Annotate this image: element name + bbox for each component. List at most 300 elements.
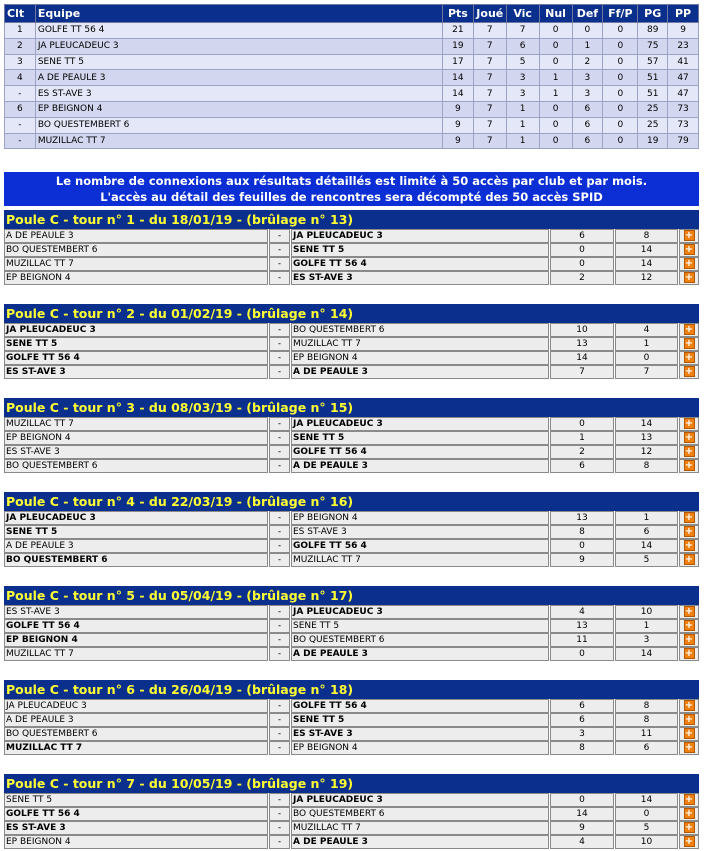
stat-cell: 6 (572, 133, 603, 149)
home-team: MUZILLAC TT 7 (4, 257, 268, 271)
home-score: 6 (550, 229, 614, 243)
away-score: 3 (615, 633, 678, 647)
away-score: 14 (615, 793, 678, 807)
plus-icon[interactable]: + (684, 742, 694, 754)
home-score: 8 (550, 741, 614, 755)
home-team: GOLFE TT 56 4 (4, 807, 268, 821)
match-detail-cell (679, 713, 699, 727)
poule-round-title: Poule C - tour n° 6 - du 26/04/19 - (brûlage n° 18) (4, 680, 699, 699)
away-score: 1 (615, 337, 678, 351)
stat-cell: 0 (603, 86, 638, 102)
plus-icon[interactable]: + (684, 244, 694, 256)
home-team: ES ST-AVE 3 (4, 821, 268, 835)
stat-cell: - (5, 117, 36, 133)
match-row (4, 511, 699, 525)
away-team: GOLFE TT 56 4 (291, 445, 549, 459)
home-team: ES ST-AVE 3 (4, 445, 268, 459)
home-score: 9 (550, 821, 614, 835)
match-detail-cell (679, 417, 699, 431)
match-row (4, 605, 699, 619)
match-detail-cell (679, 351, 699, 365)
away-team: A DE PEAULE 3 (291, 365, 549, 379)
away-team: GOLFE TT 56 4 (291, 699, 549, 713)
standings-row (5, 86, 699, 102)
home-team: JA PLEUCADEUC 3 (4, 699, 268, 713)
home-score: 0 (550, 417, 614, 431)
away-score: 4 (615, 323, 678, 337)
match-detail-cell (679, 741, 699, 755)
versus-separator: - (269, 459, 290, 473)
home-team: SENE TT 5 (4, 337, 268, 351)
match-detail-cell (679, 365, 699, 379)
home-team: EP BEIGNON 4 (4, 835, 268, 849)
stat-cell: 3 (506, 86, 539, 102)
away-team: GOLFE TT 56 4 (291, 539, 549, 553)
stat-cell: 21 (442, 23, 473, 39)
plus-icon[interactable]: + (684, 540, 694, 552)
away-score: 14 (615, 647, 678, 661)
col-header: Pts (442, 5, 473, 23)
match-row (4, 793, 699, 807)
home-score: 9 (550, 553, 614, 567)
team-name-cell: EP BEIGNON 4 (35, 101, 442, 117)
poule-round-title: Poule C - tour n° 4 - du 22/03/19 - (brûlage n° 16) (4, 492, 699, 511)
home-team: BO QUESTEMBERT 6 (4, 727, 268, 741)
match-detail-cell (679, 699, 699, 713)
home-score: 13 (550, 619, 614, 633)
away-team: GOLFE TT 56 4 (291, 257, 549, 271)
stat-cell: 6 (572, 101, 603, 117)
stat-cell: 0 (572, 23, 603, 39)
match-row (4, 337, 699, 351)
away-team: JA PLEUCADEUC 3 (291, 417, 549, 431)
stat-cell: 17 (442, 54, 473, 70)
away-team: JA PLEUCADEUC 3 (291, 793, 549, 807)
poule-round-title: Poule C - tour n° 1 - du 18/01/19 - (brûlage n° 13) (4, 210, 699, 229)
stat-cell: 1 (506, 101, 539, 117)
stat-cell: 23 (668, 38, 699, 54)
home-score: 1 (550, 431, 614, 445)
home-team: BO QUESTEMBERT 6 (4, 243, 268, 257)
stat-cell: 0 (539, 117, 572, 133)
versus-separator: - (269, 323, 290, 337)
home-team: MUZILLAC TT 7 (4, 647, 268, 661)
plus-icon[interactable]: + (684, 648, 694, 660)
match-row (4, 539, 699, 553)
match-row (4, 257, 699, 271)
stat-cell: 3 (572, 86, 603, 102)
match-row (4, 727, 699, 741)
match-detail-cell (679, 553, 699, 567)
away-team: BO QUESTEMBERT 6 (291, 807, 549, 821)
away-team: EP BEIGNON 4 (291, 511, 549, 525)
stat-cell: 0 (603, 38, 638, 54)
plus-icon[interactable]: + (684, 794, 694, 806)
away-team: SENE TT 5 (291, 713, 549, 727)
col-header: Ff/P (603, 5, 638, 23)
poule-round-title: Poule C - tour n° 7 - du 10/05/19 - (brûlage n° 19) (4, 774, 699, 793)
stat-cell: 7 (473, 38, 506, 54)
versus-separator: - (269, 633, 290, 647)
match-detail-cell (679, 539, 699, 553)
away-team: ES ST-AVE 3 (291, 727, 549, 741)
match-row (4, 647, 699, 661)
plus-icon[interactable]: + (684, 808, 694, 820)
versus-separator: - (269, 257, 290, 271)
home-team: ES ST-AVE 3 (4, 605, 268, 619)
home-score: 2 (550, 445, 614, 459)
home-score: 6 (550, 459, 614, 473)
home-team: SENE TT 5 (4, 525, 268, 539)
home-team: A DE PEAULE 3 (4, 539, 268, 553)
match-detail-cell (679, 633, 699, 647)
plus-icon[interactable]: + (684, 366, 694, 378)
stat-cell: 25 (638, 117, 668, 133)
versus-separator: - (269, 793, 290, 807)
match-detail-cell (679, 337, 699, 351)
match-row (4, 365, 699, 379)
stat-cell: 0 (539, 38, 572, 54)
poule-round-1 (4, 210, 699, 285)
stat-cell: 0 (539, 54, 572, 70)
stat-cell: 57 (638, 54, 668, 70)
away-score: 5 (615, 553, 678, 567)
stat-cell: 2 (572, 54, 603, 70)
match-detail-cell (679, 243, 699, 257)
home-score: 0 (550, 243, 614, 257)
match-row (4, 459, 699, 473)
home-score: 3 (550, 727, 614, 741)
away-score: 14 (615, 243, 678, 257)
plus-icon[interactable]: + (684, 554, 694, 566)
standings-row (5, 117, 699, 133)
versus-separator: - (269, 271, 290, 285)
stat-cell: 6 (506, 38, 539, 54)
away-score: 0 (615, 807, 678, 821)
match-detail-cell (679, 431, 699, 445)
stat-cell: 9 (442, 101, 473, 117)
match-detail-cell (679, 445, 699, 459)
stat-cell: 6 (572, 117, 603, 133)
home-score: 2 (550, 271, 614, 285)
stat-cell: 1 (572, 38, 603, 54)
stat-cell: - (5, 86, 36, 102)
versus-separator: - (269, 699, 290, 713)
stat-cell: 7 (473, 86, 506, 102)
away-score: 12 (615, 271, 678, 285)
col-header: Nul (539, 5, 572, 23)
home-score: 13 (550, 511, 614, 525)
match-detail-cell (679, 459, 699, 473)
match-row (4, 243, 699, 257)
stat-cell: 0 (603, 70, 638, 86)
away-team: SENE TT 5 (291, 619, 549, 633)
poule-round-2 (4, 304, 699, 379)
away-score: 8 (615, 459, 678, 473)
stat-cell: 0 (603, 133, 638, 149)
stat-cell: 79 (668, 133, 699, 149)
away-score: 6 (615, 741, 678, 755)
plus-icon[interactable]: + (684, 634, 694, 646)
match-row (4, 271, 699, 285)
away-team: BO QUESTEMBERT 6 (291, 323, 549, 337)
poule-round-4 (4, 492, 699, 567)
stat-cell: 0 (539, 23, 572, 39)
plus-icon[interactable]: + (684, 836, 694, 848)
home-score: 6 (550, 713, 614, 727)
away-team: A DE PEAULE 3 (291, 835, 549, 849)
match-detail-cell (679, 647, 699, 661)
plus-icon[interactable]: + (684, 620, 694, 632)
stat-cell: 1 (539, 70, 572, 86)
poule-round-5 (4, 586, 699, 661)
match-detail-cell (679, 511, 699, 525)
stat-cell: 4 (5, 70, 36, 86)
poule-round-title: Poule C - tour n° 5 - du 05/04/19 - (brûlage n° 17) (4, 586, 699, 605)
home-team: GOLFE TT 56 4 (4, 351, 268, 365)
team-name-cell: SENE TT 5 (35, 54, 442, 70)
stat-cell: 9 (668, 23, 699, 39)
stat-cell: 7 (473, 70, 506, 86)
away-score: 8 (615, 713, 678, 727)
stat-cell: 2 (5, 38, 36, 54)
stat-cell: 7 (506, 23, 539, 39)
away-score: 7 (615, 365, 678, 379)
stat-cell: 0 (539, 133, 572, 149)
plus-icon[interactable]: + (684, 432, 694, 444)
stat-cell: 14 (442, 70, 473, 86)
plus-icon[interactable]: + (684, 324, 694, 336)
away-team: JA PLEUCADEUC 3 (291, 605, 549, 619)
home-team: A DE PEAULE 3 (4, 229, 268, 243)
match-row (4, 835, 699, 849)
away-score: 14 (615, 417, 678, 431)
team-name-cell: GOLFE TT 56 4 (35, 23, 442, 39)
home-team: EP BEIGNON 4 (4, 271, 268, 285)
stat-cell: 9 (442, 117, 473, 133)
home-score: 4 (550, 605, 614, 619)
match-row (4, 713, 699, 727)
home-team: EP BEIGNON 4 (4, 633, 268, 647)
away-team: MUZILLAC TT 7 (291, 821, 549, 835)
col-header: Joué (473, 5, 506, 23)
versus-separator: - (269, 553, 290, 567)
match-detail-cell (679, 257, 699, 271)
match-detail-cell (679, 271, 699, 285)
home-team: ES ST-AVE 3 (4, 365, 268, 379)
away-team: SENE TT 5 (291, 243, 549, 257)
plus-icon[interactable]: + (684, 258, 694, 270)
plus-icon[interactable]: + (684, 700, 694, 712)
match-detail-cell (679, 619, 699, 633)
match-row (4, 351, 699, 365)
standings-header-row (5, 5, 699, 23)
stat-cell: 5 (506, 54, 539, 70)
plus-icon[interactable]: + (684, 512, 694, 524)
poule-round-title: Poule C - tour n° 3 - du 08/03/19 - (brûlage n° 15) (4, 398, 699, 417)
versus-separator: - (269, 605, 290, 619)
standings-row (5, 133, 699, 149)
versus-separator: - (269, 445, 290, 459)
stat-cell: 41 (668, 54, 699, 70)
stat-cell: 7 (473, 117, 506, 133)
versus-separator: - (269, 511, 290, 525)
away-score: 14 (615, 257, 678, 271)
home-team: MUZILLAC TT 7 (4, 417, 268, 431)
match-row (4, 525, 699, 539)
notice-line-1: Le nombre de connexions aux résultats détaillés est limité à 50 accès par club et par mois. (55, 174, 648, 188)
versus-separator: - (269, 619, 290, 633)
poule-round-6 (4, 680, 699, 755)
stat-cell: 6 (5, 101, 36, 117)
match-detail-cell (679, 821, 699, 835)
match-detail-cell (679, 835, 699, 849)
stat-cell: 0 (603, 23, 638, 39)
stat-cell: 3 (572, 70, 603, 86)
plus-icon[interactable]: + (684, 338, 694, 350)
plus-icon[interactable]: + (684, 526, 694, 538)
standings-table (4, 4, 699, 149)
match-detail-cell (679, 525, 699, 539)
versus-separator: - (269, 431, 290, 445)
home-team: GOLFE TT 56 4 (4, 619, 268, 633)
home-score: 0 (550, 647, 614, 661)
standings-row (5, 23, 699, 39)
away-team: MUZILLAC TT 7 (291, 337, 549, 351)
col-header: PG (638, 5, 668, 23)
plus-icon[interactable]: + (684, 352, 694, 364)
away-score: 13 (615, 431, 678, 445)
away-team: SENE TT 5 (291, 431, 549, 445)
match-detail-cell (679, 727, 699, 741)
home-team: A DE PEAULE 3 (4, 713, 268, 727)
home-team: JA PLEUCADEUC 3 (4, 323, 268, 337)
match-detail-cell (679, 793, 699, 807)
col-header: Def (572, 5, 603, 23)
away-score: 10 (615, 605, 678, 619)
plus-icon[interactable]: + (684, 230, 694, 242)
col-header: PP (668, 5, 699, 23)
match-detail-cell (679, 605, 699, 619)
standings-row (5, 54, 699, 70)
away-team: JA PLEUCADEUC 3 (291, 229, 549, 243)
home-team: JA PLEUCADEUC 3 (4, 511, 268, 525)
match-detail-cell (679, 807, 699, 821)
stat-cell: 19 (442, 38, 473, 54)
stat-cell: 0 (603, 54, 638, 70)
away-team: EP BEIGNON 4 (291, 351, 549, 365)
notice-line-2: L'accès au détail des feuilles de rencontres sera décompté des 50 accès SPID (100, 190, 603, 204)
stat-cell: 47 (668, 86, 699, 102)
poule-round-3 (4, 398, 699, 473)
match-row (4, 323, 699, 337)
standings-row (5, 101, 699, 117)
stat-cell: 89 (638, 23, 668, 39)
standings-row (5, 38, 699, 54)
plus-icon[interactable]: + (684, 606, 694, 618)
match-row (4, 553, 699, 567)
versus-separator: - (269, 647, 290, 661)
versus-separator: - (269, 229, 290, 243)
away-score: 8 (615, 699, 678, 713)
home-score: 7 (550, 365, 614, 379)
away-score: 10 (615, 835, 678, 849)
plus-icon[interactable]: + (684, 446, 694, 458)
match-row (4, 431, 699, 445)
stat-cell: 1 (506, 133, 539, 149)
stat-cell: 19 (638, 133, 668, 149)
plus-icon[interactable]: + (684, 460, 694, 472)
plus-icon[interactable]: + (684, 714, 694, 726)
match-detail-cell (679, 229, 699, 243)
versus-separator: - (269, 539, 290, 553)
away-team: ES ST-AVE 3 (291, 271, 549, 285)
stat-cell: 0 (603, 101, 638, 117)
away-team: ES ST-AVE 3 (291, 525, 549, 539)
match-row (4, 633, 699, 647)
home-team: EP BEIGNON 4 (4, 431, 268, 445)
team-name-cell: JA PLEUCADEUC 3 (35, 38, 442, 54)
stat-cell: 51 (638, 86, 668, 102)
stat-cell: 73 (668, 101, 699, 117)
home-score: 10 (550, 323, 614, 337)
match-row (4, 741, 699, 755)
away-score: 0 (615, 351, 678, 365)
home-score: 4 (550, 835, 614, 849)
stat-cell: 0 (603, 117, 638, 133)
plus-icon[interactable]: + (684, 418, 694, 430)
team-name-cell: MUZILLAC TT 7 (35, 133, 442, 149)
stat-cell: 75 (638, 38, 668, 54)
stat-cell: 14 (442, 86, 473, 102)
away-team: MUZILLAC TT 7 (291, 553, 549, 567)
away-team: A DE PEAULE 3 (291, 459, 549, 473)
stat-cell: 9 (442, 133, 473, 149)
plus-icon[interactable]: + (684, 822, 694, 834)
versus-separator: - (269, 727, 290, 741)
stat-cell: 3 (506, 70, 539, 86)
versus-separator: - (269, 807, 290, 821)
away-score: 6 (615, 525, 678, 539)
stat-cell: 7 (473, 23, 506, 39)
stat-cell: - (5, 133, 36, 149)
col-header: Clt (5, 5, 36, 23)
away-team: A DE PEAULE 3 (291, 647, 549, 661)
plus-icon[interactable]: + (684, 272, 694, 284)
match-detail-cell (679, 323, 699, 337)
match-row (4, 821, 699, 835)
stat-cell: 1 (5, 23, 36, 39)
col-header: Vic (506, 5, 539, 23)
plus-icon[interactable]: + (684, 728, 694, 740)
stat-cell: 1 (506, 117, 539, 133)
home-score: 0 (550, 793, 614, 807)
versus-separator: - (269, 365, 290, 379)
poule-round-title: Poule C - tour n° 2 - du 01/02/19 - (brûlage n° 14) (4, 304, 699, 323)
team-name-cell: ES ST-AVE 3 (35, 86, 442, 102)
stat-cell: 51 (638, 70, 668, 86)
home-score: 8 (550, 525, 614, 539)
team-name-cell: BO QUESTEMBERT 6 (35, 117, 442, 133)
versus-separator: - (269, 243, 290, 257)
versus-separator: - (269, 821, 290, 835)
access-limit-notice (4, 172, 699, 206)
poule-round-7 (4, 774, 699, 849)
versus-separator: - (269, 337, 290, 351)
match-row (4, 229, 699, 243)
home-score: 6 (550, 699, 614, 713)
stat-cell: 1 (539, 86, 572, 102)
